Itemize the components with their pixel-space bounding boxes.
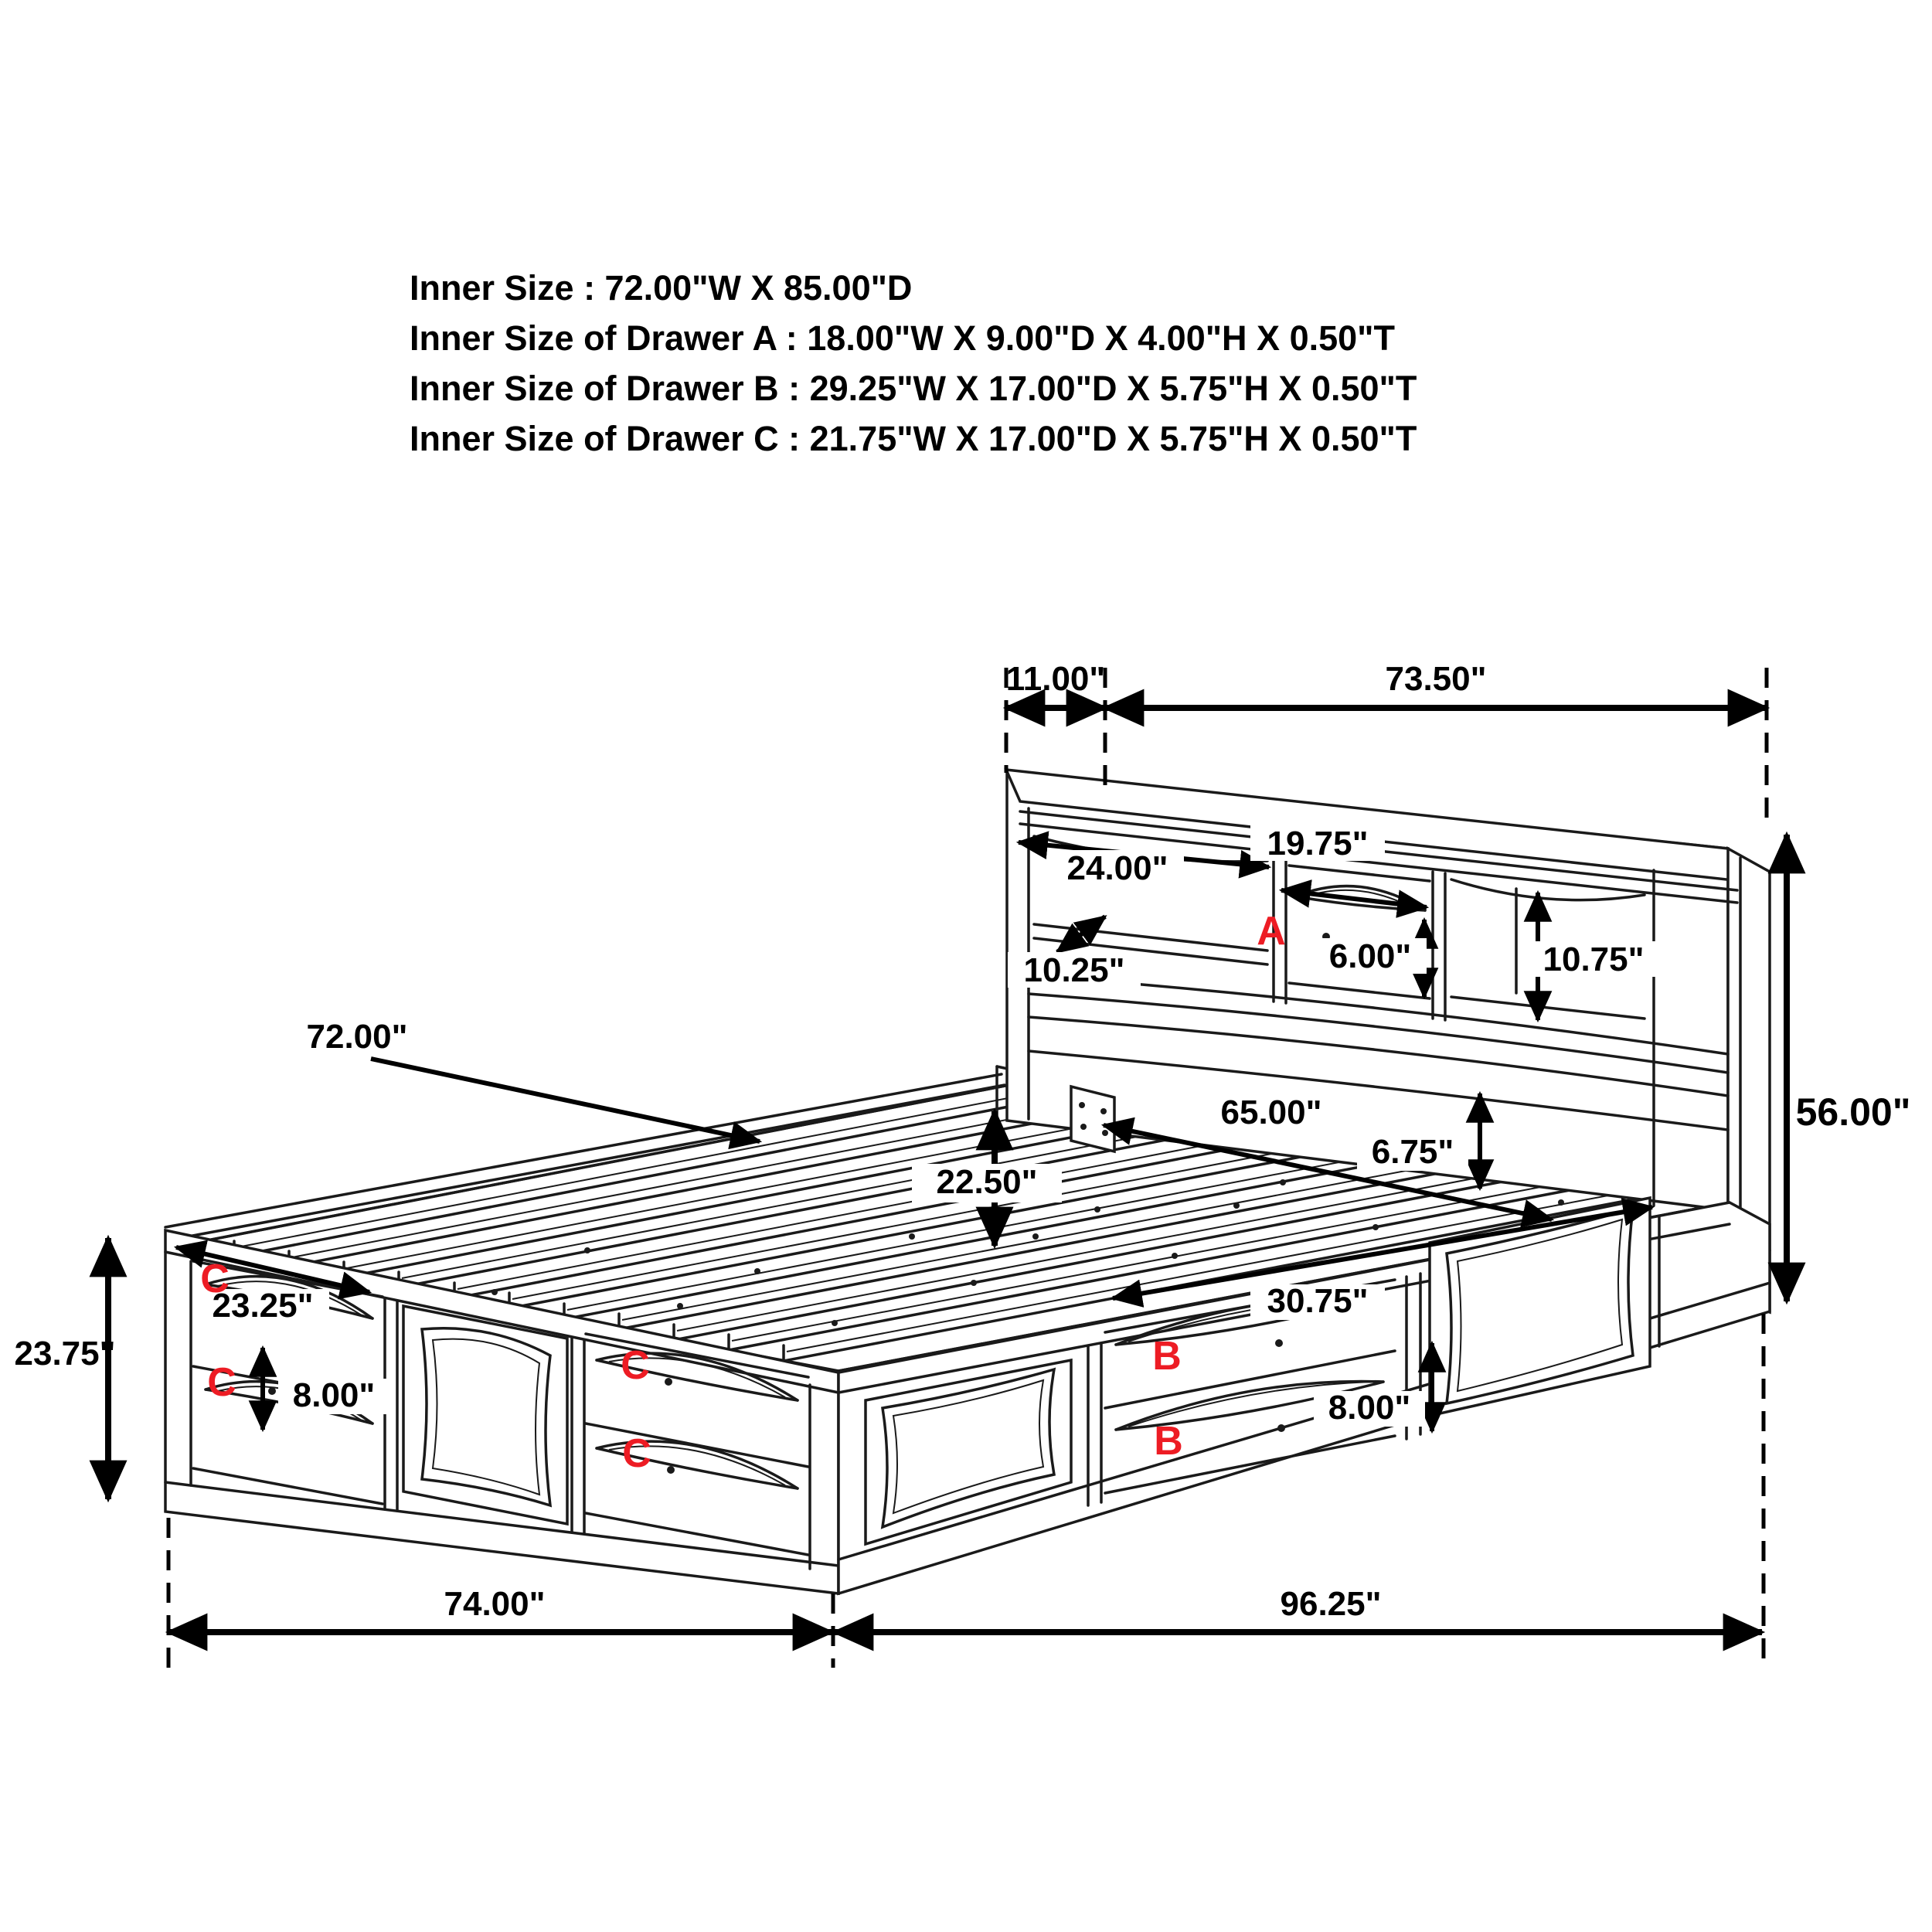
dim-label-left-cubby-width: 24.00" (1066, 849, 1168, 887)
rail-bracket (1071, 1087, 1114, 1151)
dim-label-foot-drawer-width: 23.25" (212, 1287, 314, 1325)
drawer-letter-c-2: C (207, 1360, 236, 1405)
dim-label-shelf-depth: 10.25" (1023, 951, 1125, 989)
dim-label-headboard-width: 73.50" (1385, 660, 1487, 698)
dim-label-foot-drawer-height: 8.00" (292, 1376, 376, 1414)
drawer-letter-b-2: B (1154, 1419, 1183, 1464)
dim-label-headboard-offset: 11.00" (1005, 660, 1106, 698)
footboard-center-panel (403, 1306, 567, 1524)
spec-line-drawer-b: Inner Size of Drawer B : 29.25"W X 17.00"D X 5.75"H X 0.50"T (410, 369, 1417, 408)
dim-label-side-drawer-height: 8.00" (1328, 1389, 1411, 1427)
drawer-letter-b-1: B (1152, 1334, 1182, 1379)
dim-label-slat-length: 72.00" (306, 1018, 408, 1056)
drawer-letter-c-3: C (621, 1343, 650, 1388)
dim-label-right-cubby-height: 10.75" (1543, 940, 1645, 978)
spec-line-inner-size: Inner Size : 72.00"W X 85.00"D (410, 268, 913, 308)
drawer-letter-c-1: C (200, 1257, 230, 1301)
dim-label-footboard-height: 23.75" (14, 1335, 116, 1372)
dim-label-panel-width: 65.00" (1220, 1094, 1322, 1131)
dim-label-total-height: 56.00" (1795, 1090, 1911, 1134)
dim-label-deck-depth: 22.50" (936, 1163, 1038, 1201)
spec-line-drawer-a: Inner Size of Drawer A : 18.00"W X 9.00"D X 4.00"H X 0.50"T (410, 318, 1395, 358)
dim-label-drawer-a-width: 19.75" (1267, 825, 1369, 862)
spec-line-drawer-c: Inner Size of Drawer C : 21.75"W X 17.00"D X 5.75"H X 0.50"T (410, 419, 1417, 458)
drawer-letter-c-4: C (622, 1431, 651, 1476)
dim-label-overall-length: 96.25" (1280, 1585, 1382, 1623)
dim-label-panel-height: 6.75" (1371, 1133, 1454, 1171)
drawer-letter-a: A (1257, 909, 1286, 954)
dim-label-overall-width: 74.00" (444, 1585, 546, 1623)
dim-label-side-drawer-width: 30.75" (1267, 1282, 1369, 1320)
dim-label-drawer-a-height: 6.00" (1328, 937, 1412, 975)
